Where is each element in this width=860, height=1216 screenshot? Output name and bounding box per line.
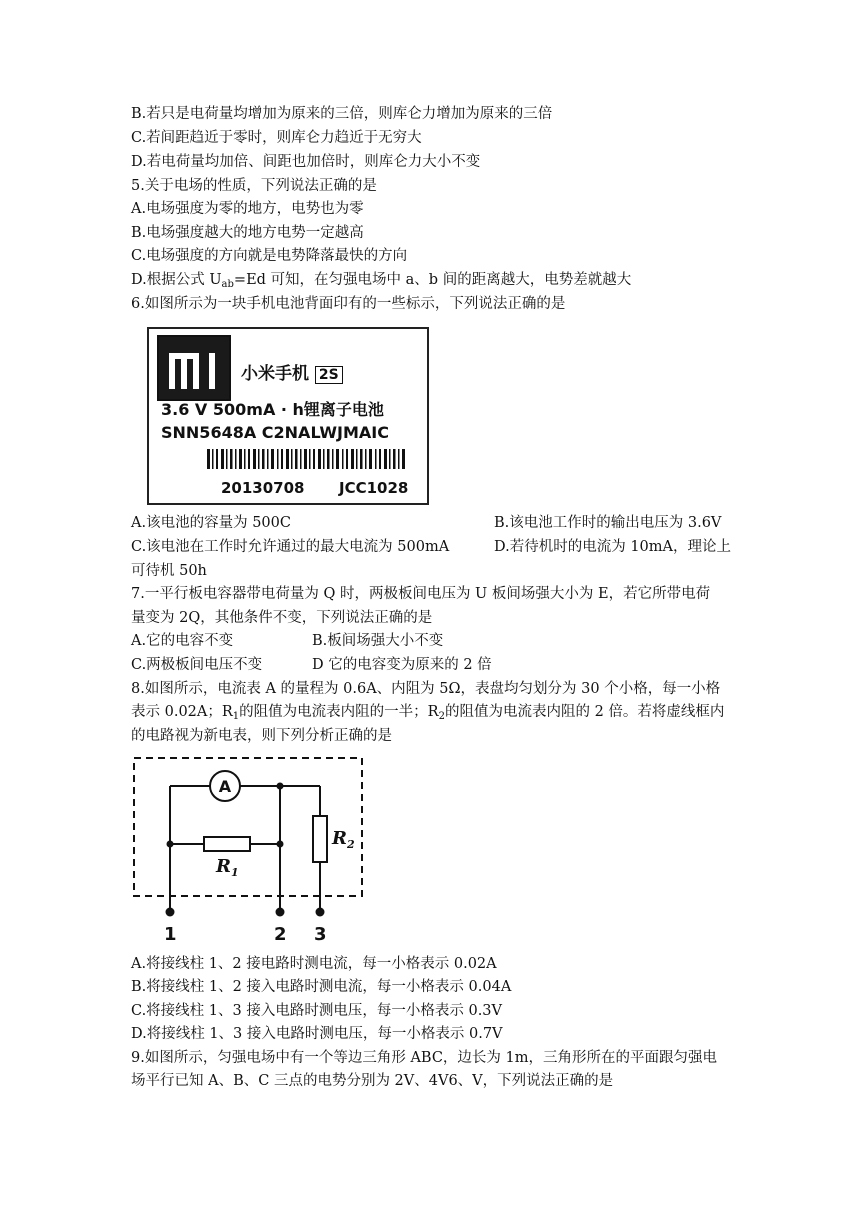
terminal-2-label: 2 [274, 924, 287, 945]
q6-option-d-continued: 可待机 50h [131, 563, 207, 579]
q7-option-c: C.两极板间电压不变 [131, 657, 263, 673]
resistor-r1-icon [204, 837, 250, 851]
q6-stem: 6.如图所示为一块手机电池背面印有的一些标示，下列说法正确的是 [131, 296, 566, 312]
battery-code: JCC1028 [339, 479, 409, 497]
r1-label: $R_1$ [216, 856, 239, 879]
battery-label-figure [142, 322, 430, 506]
q9-stem-line2: 场平行已知 A、B、C 三点的电势分别为 2V、4V6、V，下列说法正确的是 [131, 1073, 614, 1089]
q7-option-a: A.它的电容不变 [131, 633, 234, 649]
terminal-3-icon [316, 908, 325, 917]
q7-option-d: D 它的电容变为原来的 2 倍 [312, 657, 492, 673]
q8-stem-line2: 表示 0.02A；$R_1$的阻值为电流表内阻的一半；$R_2$的阻值为电流表内阻的 2 倍。若将虚线框内 [131, 704, 725, 722]
q9-stem-line1: 9.如图所示，匀强电场中有一个等边三角形 ABC，边长为 1m，三角形所在的平面跟匀强电 [131, 1050, 718, 1066]
battery-spec: 3.6 V 500mA · h锂离子电池 [161, 400, 384, 419]
q8-option-c: C.将接线柱 1、3 接入电路时测电压，每一小格表示 0.3V [131, 1003, 502, 1019]
battery-brand: 小米手机 2S [241, 359, 343, 384]
q6-option-a: A.该电池的容量为 500C [131, 515, 291, 531]
battery-label-frame [147, 327, 429, 505]
q5-option-b: B.电场强度越大的地方电势一定越高 [131, 225, 364, 241]
resistor-r2-icon [313, 816, 327, 862]
q7-stem-line2: 量变为 2Q，其他条件不变，下列说法正确的是 [131, 610, 433, 626]
q5-option-d-text: D.根据公式 U [131, 272, 222, 288]
q4-option-d: D.若电荷量均加倍、间距也加倍时，则库仑力大小不变 [131, 154, 481, 170]
q8-option-b: B.将接线柱 1、2 接入电路时测电流，每一小格表示 0.04A [131, 979, 512, 995]
q5-option-d [131, 271, 631, 294]
q8-option-d: D.将接线柱 1、3 接入电路时测电压，每一小格表示 0.7V [131, 1026, 503, 1042]
ammeter-circuit-diagram [128, 752, 368, 947]
terminal-1-icon [166, 908, 175, 917]
q7-option-b: B.板间场强大小不变 [312, 633, 444, 649]
terminal-2-icon [276, 908, 285, 917]
q8-stem-line1: 8.如图所示，电流表 A 的量程为 0.6A、内阻为 5Ω，表盘均匀划分为 30 个小格，每一小格 [131, 681, 721, 697]
mi-logo-icon [157, 335, 231, 401]
terminal-1-label: 1 [164, 924, 177, 945]
q5-option-a: A.电场强度为零的地方，电势也为零 [131, 201, 364, 217]
battery-model-badge: 2S [315, 366, 343, 384]
q8-stem-line3: 的电路视为新电表，则下列分析正确的是 [131, 728, 392, 744]
q5-option-c: C.电场强度的方向就是电势降落最快的方向 [131, 248, 408, 264]
r2-label: $R_2$ [332, 828, 355, 851]
q5-option-d-text-2: =Ed 可知，在匀强电场中 a、b 间的距离越大，电势差就越大 [233, 272, 632, 288]
q5-option-d-subscript: ab [221, 279, 234, 290]
battery-date: 20130708 [221, 479, 305, 497]
q8-option-a: A.将接线柱 1、2 接电路时测电流，每一小格表示 0.02A [131, 956, 497, 972]
q7-stem-line1: 7.一平行板电容器带电荷量为 Q 时，两极板间电压为 U 板间场强大小为 E，若它所带电荷 [131, 586, 711, 602]
barcode-icon [207, 447, 407, 471]
q6-option-b: B.该电池工作时的输出电压为 3.6V [494, 515, 722, 531]
q5-stem: 5.关于电场的性质，下列说法正确的是 [131, 178, 377, 194]
terminal-3-label: 3 [314, 924, 327, 945]
battery-serial: SNN5648A C2NALWJMAIC [161, 423, 389, 442]
ammeter-label: A [218, 777, 232, 796]
q6-option-c: C.该电池在工作时允许通过的最大电流为 500mA [131, 539, 450, 555]
q4-option-b: B.若只是电荷量均增加为原来的三倍，则库仑力增加为原来的三倍 [131, 106, 553, 122]
q6-option-d: D.若待机时的电流为 10mA，理论上 [494, 539, 731, 555]
q4-option-c: C.若间距趋近于零时，则库仑力趋近于无穷大 [131, 130, 422, 146]
